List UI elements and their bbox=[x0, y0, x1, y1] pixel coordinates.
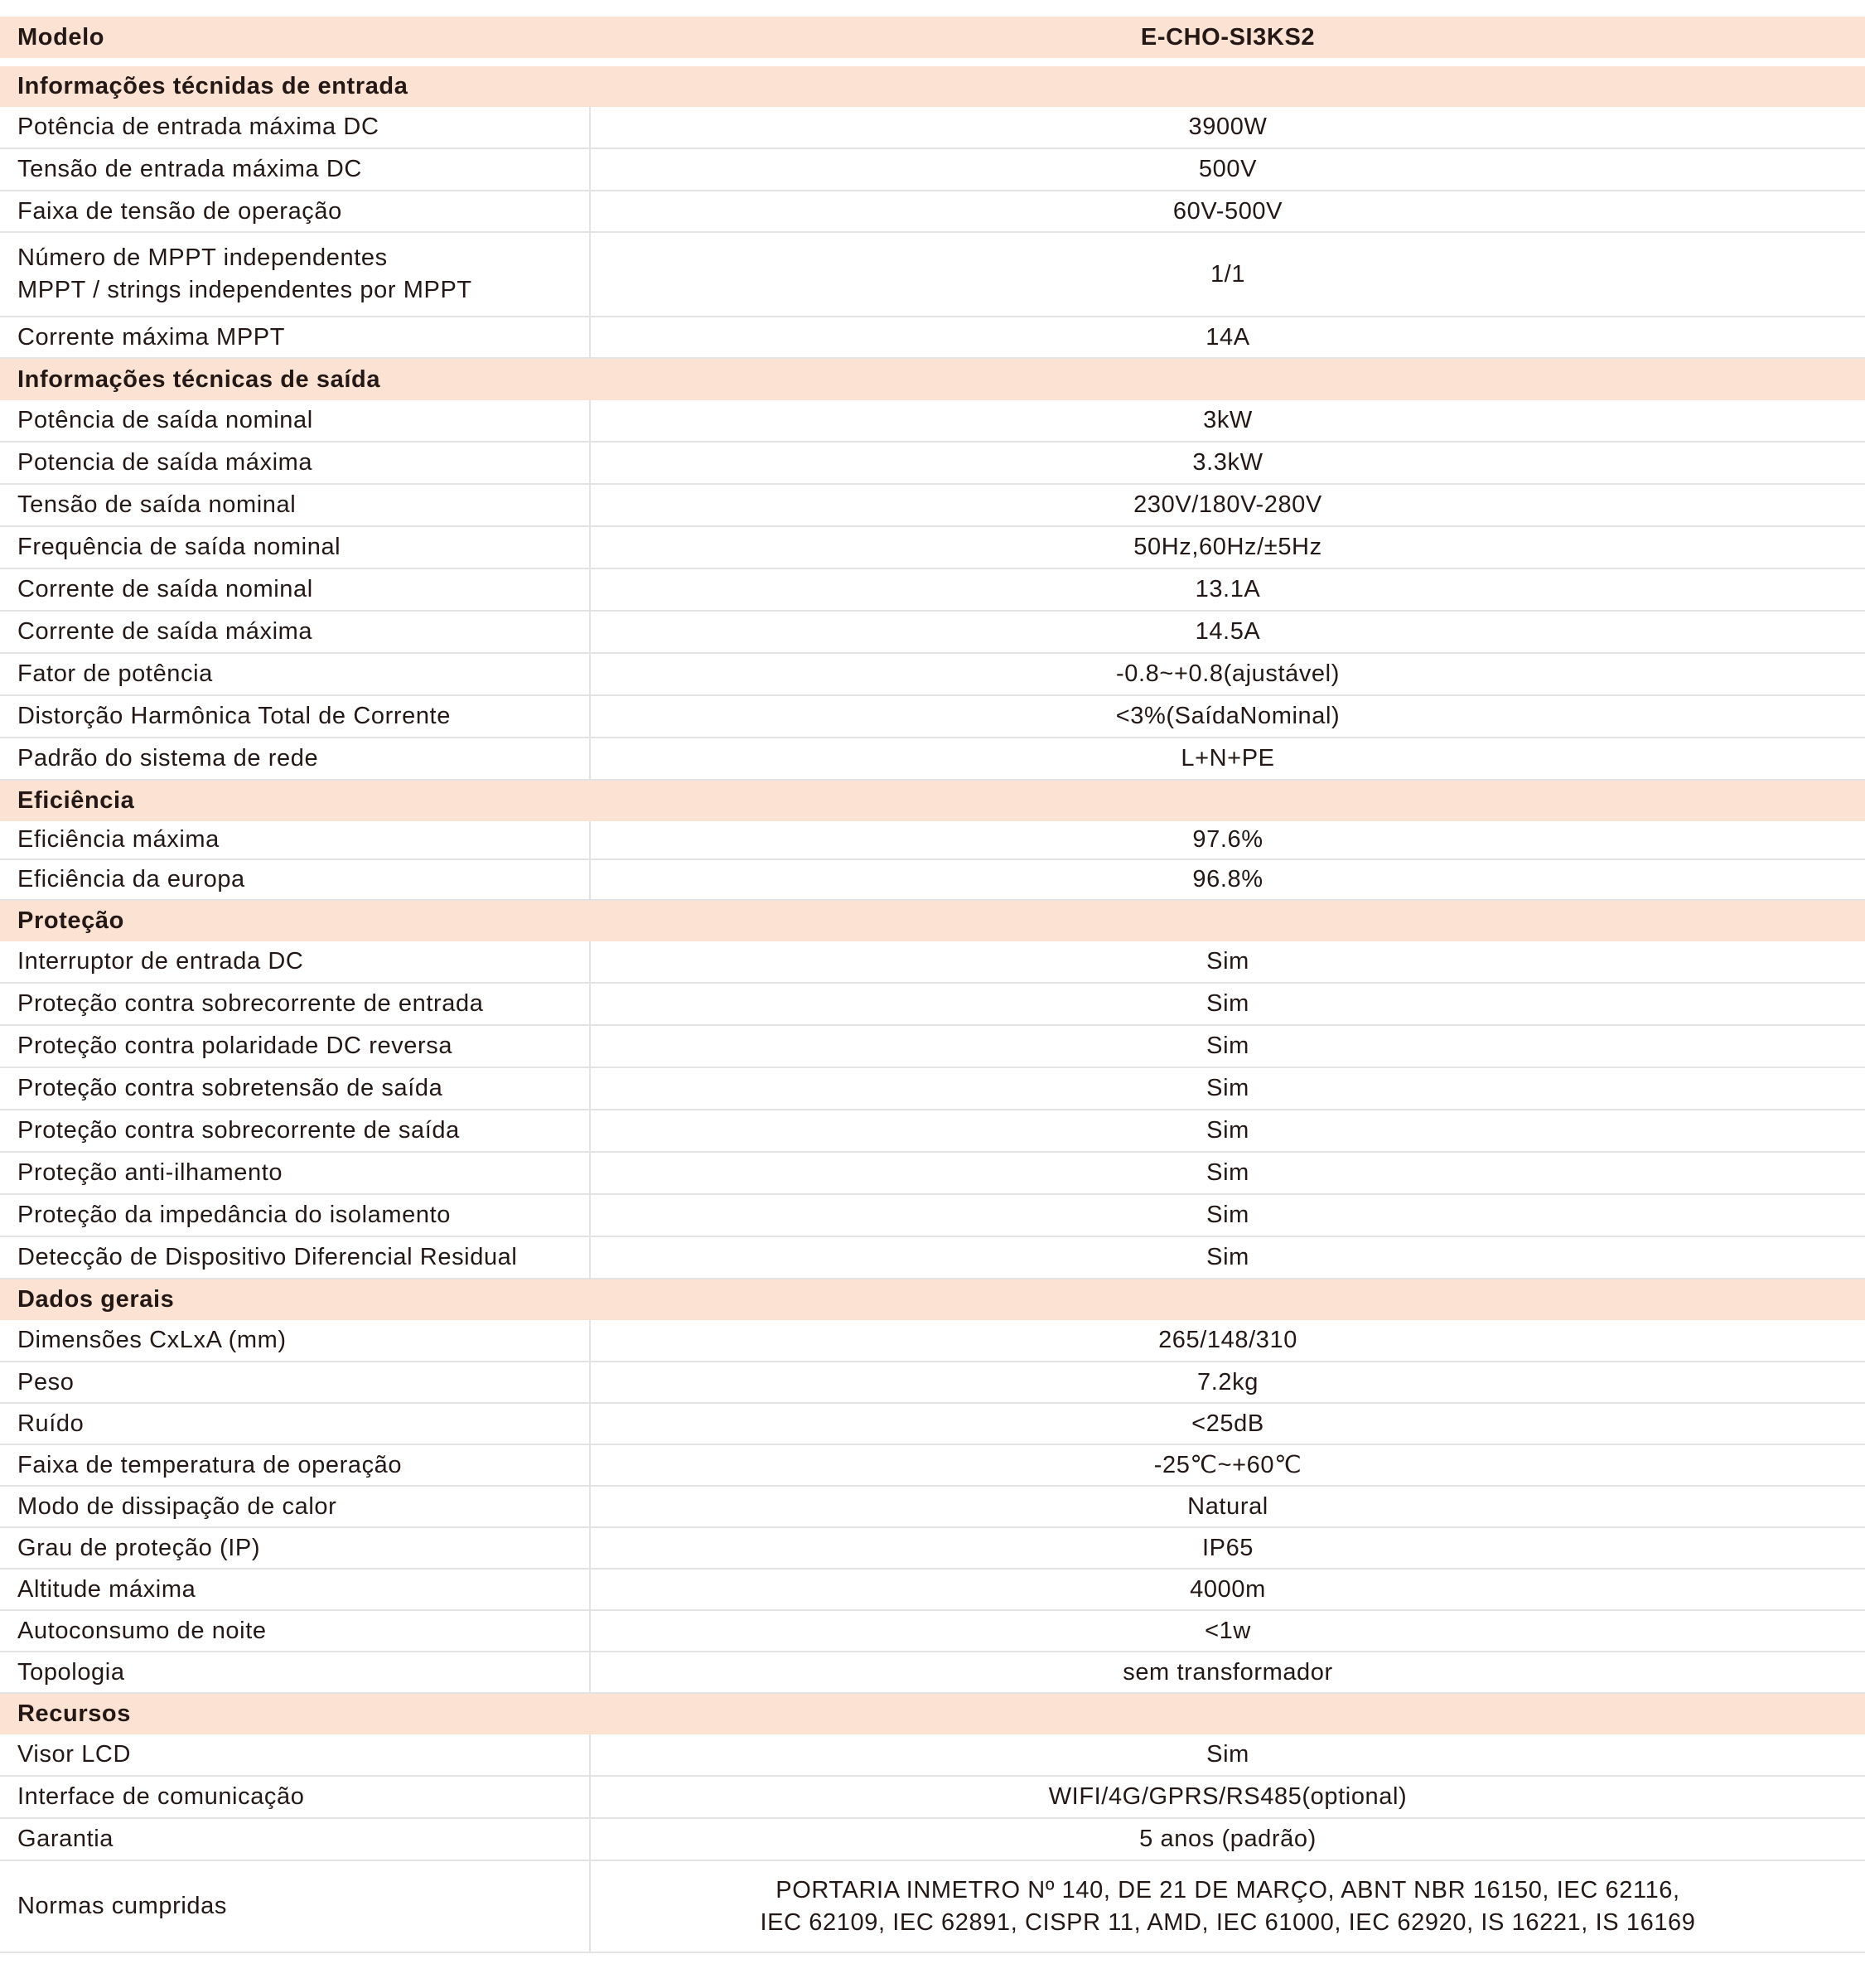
spec-value: Sim bbox=[1206, 1033, 1249, 1059]
spec-label: Altitude máxima bbox=[0, 1570, 591, 1609]
spec-label: Potencia de saída máxima bbox=[0, 443, 591, 483]
spec-label: Fator de potência bbox=[0, 654, 591, 694]
spec-label: Ruído bbox=[0, 1404, 591, 1444]
spec-row bbox=[0, 1320, 1865, 1362]
spec-row bbox=[0, 1068, 1865, 1110]
spec-row bbox=[0, 317, 1865, 359]
spec-row bbox=[0, 612, 1865, 654]
section-header bbox=[0, 901, 1865, 941]
spec-row bbox=[0, 1777, 1865, 1819]
spec-label: Distorção Harmônica Total de Corrente bbox=[0, 696, 591, 737]
spec-row bbox=[0, 1362, 1865, 1404]
spec-value: WIFI/4G/GPRS/RS485(optional) bbox=[1048, 1783, 1408, 1810]
section-header bbox=[0, 1694, 1865, 1734]
spec-row bbox=[0, 1153, 1865, 1195]
spec-row bbox=[0, 738, 1865, 781]
spec-value: -0.8~+0.8(ajustável) bbox=[1116, 660, 1340, 687]
header-label: Modelo bbox=[17, 23, 105, 51]
section-header bbox=[0, 781, 1865, 821]
spec-label: Normas cumpridas bbox=[0, 1861, 591, 1952]
spec-label: Detecção de Dispositivo Diferencial Residual bbox=[0, 1237, 591, 1278]
spec-row bbox=[0, 1445, 1865, 1487]
spec-label: Autoconsumo de noite bbox=[0, 1611, 591, 1651]
section-header bbox=[0, 66, 1865, 107]
spec-value: 96.8% bbox=[1192, 866, 1263, 892]
spec-value: Sim bbox=[1206, 990, 1249, 1017]
spec-label: Número de MPPT independentes MPPT / strings independentes por MPPT bbox=[0, 233, 591, 316]
spec-value: Sim bbox=[1206, 1244, 1249, 1270]
spec-label: Garantia bbox=[0, 1819, 591, 1860]
spec-value: Sim bbox=[1206, 1159, 1249, 1186]
spec-row bbox=[0, 191, 1865, 233]
section-title: Recursos bbox=[17, 1700, 131, 1727]
spec-label: Corrente de saída máxima bbox=[0, 612, 591, 652]
spec-row bbox=[0, 1819, 1865, 1861]
spec-row bbox=[0, 400, 1865, 443]
spec-row bbox=[0, 569, 1865, 612]
spec-label: Proteção da impedância do isolamento bbox=[0, 1195, 591, 1236]
spec-label: Padrão do sistema de rede bbox=[0, 738, 591, 779]
spec-row bbox=[0, 696, 1865, 738]
spec-value: 5 anos (padrão) bbox=[1139, 1826, 1317, 1852]
spec-value: Sim bbox=[1206, 1741, 1249, 1768]
section-title: Informações técnidas de entrada bbox=[17, 73, 408, 99]
spec-value: 3.3kW bbox=[1192, 449, 1263, 476]
spec-value: <25dB bbox=[1191, 1410, 1264, 1437]
spec-row bbox=[0, 1487, 1865, 1528]
spec-row bbox=[0, 984, 1865, 1026]
spec-row bbox=[0, 485, 1865, 527]
spec-row bbox=[0, 860, 1865, 901]
spec-row bbox=[0, 821, 1865, 860]
section-title: Proteção bbox=[17, 907, 124, 934]
spec-label: Modo de dissipação de calor bbox=[0, 1487, 591, 1526]
spec-value: 97.6% bbox=[1192, 826, 1263, 853]
spec-label: Corrente de saída nominal bbox=[0, 569, 591, 610]
spec-row bbox=[0, 1652, 1865, 1694]
spec-row bbox=[0, 1110, 1865, 1153]
spec-value: 3kW bbox=[1203, 407, 1253, 433]
spec-value: Sim bbox=[1206, 1117, 1249, 1144]
spec-value: sem transformador bbox=[1123, 1658, 1333, 1686]
spec-value: 500V bbox=[1198, 156, 1258, 182]
spec-value: IP65 bbox=[1201, 1534, 1254, 1561]
section-header bbox=[0, 1279, 1865, 1320]
spec-label: Topologia bbox=[0, 1652, 591, 1692]
spec-label: Potência de saída nominal bbox=[0, 400, 591, 441]
spec-label: Interruptor de entrada DC bbox=[0, 941, 591, 982]
spec-value: 50Hz,60Hz/±5Hz bbox=[1133, 534, 1322, 560]
spec-label: Dimensões CxLxA (mm) bbox=[0, 1320, 591, 1361]
spec-value: 60V-500V bbox=[1172, 197, 1283, 225]
spec-row bbox=[0, 654, 1865, 696]
section-title: Informações técnicas de saída bbox=[17, 365, 381, 393]
spec-value: 230V/180V-280V bbox=[1133, 491, 1322, 518]
spec-label: Faixa de tensão de operação bbox=[0, 191, 591, 231]
spec-row bbox=[0, 1528, 1865, 1570]
spec-value: 3900W bbox=[1188, 114, 1268, 140]
spec-label: Proteção contra polaridade DC reversa bbox=[0, 1026, 591, 1067]
spec-row bbox=[0, 1404, 1865, 1445]
spec-value: 265/148/310 bbox=[1158, 1327, 1297, 1353]
spec-label: Peso bbox=[0, 1362, 591, 1402]
spec-row bbox=[0, 443, 1865, 485]
model-name: E-CHO-SI3KS2 bbox=[1140, 23, 1316, 51]
header-row bbox=[0, 17, 1865, 58]
spec-label: Proteção anti-ilhamento bbox=[0, 1153, 591, 1193]
spec-value: 14A bbox=[1205, 323, 1250, 351]
spec-label: Frequência de saída nominal bbox=[0, 527, 591, 568]
spec-value: Sim bbox=[1206, 1202, 1249, 1228]
spec-row bbox=[0, 1026, 1865, 1068]
section-header bbox=[0, 359, 1865, 400]
spec-label: Grau de proteção (IP) bbox=[0, 1528, 591, 1568]
spec-row bbox=[0, 527, 1865, 569]
spec-label: Eficiência máxima bbox=[0, 821, 591, 859]
spec-label: Eficiência da europa bbox=[0, 860, 591, 899]
spec-value: 1/1 bbox=[1210, 260, 1246, 288]
spec-label: Corrente máxima MPPT bbox=[0, 317, 591, 357]
spec-value: -25℃~+60℃ bbox=[1153, 1451, 1302, 1478]
spec-value: 4000m bbox=[1190, 1575, 1266, 1603]
spec-value: <1w bbox=[1205, 1617, 1251, 1644]
spec-label: Tensão de saída nominal bbox=[0, 485, 591, 525]
spec-row bbox=[0, 233, 1865, 317]
spec-label: Proteção contra sobrecorrente de saída bbox=[0, 1110, 591, 1151]
spec-label: Faixa de temperatura de operação bbox=[0, 1445, 591, 1485]
spec-value: <3%(SaídaNominal) bbox=[1115, 703, 1341, 729]
spec-value: 14.5A bbox=[1195, 618, 1261, 645]
spec-label: Potência de entrada máxima DC bbox=[0, 107, 591, 148]
spec-value: 13.1A bbox=[1195, 576, 1261, 602]
spec-row bbox=[0, 149, 1865, 191]
section-title: Eficiência bbox=[17, 787, 135, 814]
section-title: Dados gerais bbox=[17, 1286, 175, 1313]
spec-label: Tensão de entrada máxima DC bbox=[0, 149, 591, 190]
spec-value: Sim bbox=[1206, 948, 1249, 975]
spec-row bbox=[0, 1861, 1865, 1953]
spec-value: PORTARIA INMETRO Nº 140, DE 21 DE MARÇO, ABNT NBR 16150, IEC 62116, IEC 62109, IEC 62891, CISPR 11, AMD, IEC 61000, IEC 62920, IS 16221, IS 16169 bbox=[760, 1876, 1696, 1936]
spec-row bbox=[0, 107, 1865, 149]
spec-row bbox=[0, 1195, 1865, 1237]
spec-label: Visor LCD bbox=[0, 1734, 591, 1775]
spec-label: Proteção contra sobretensão de saída bbox=[0, 1068, 591, 1109]
spec-row bbox=[0, 1734, 1865, 1777]
spec-label: Proteção contra sobrecorrente de entrada bbox=[0, 984, 591, 1024]
spec-label: Interface de comunicação bbox=[0, 1777, 591, 1817]
spec-table bbox=[0, 17, 1865, 1953]
spec-value: Natural bbox=[1187, 1492, 1268, 1520]
spec-value: Sim bbox=[1206, 1075, 1249, 1101]
spec-value: 7.2kg bbox=[1197, 1368, 1259, 1395]
spec-row bbox=[0, 1570, 1865, 1611]
spec-row bbox=[0, 1237, 1865, 1279]
spec-value: L+N+PE bbox=[1181, 745, 1275, 771]
spec-row bbox=[0, 1611, 1865, 1652]
spec-row bbox=[0, 941, 1865, 984]
